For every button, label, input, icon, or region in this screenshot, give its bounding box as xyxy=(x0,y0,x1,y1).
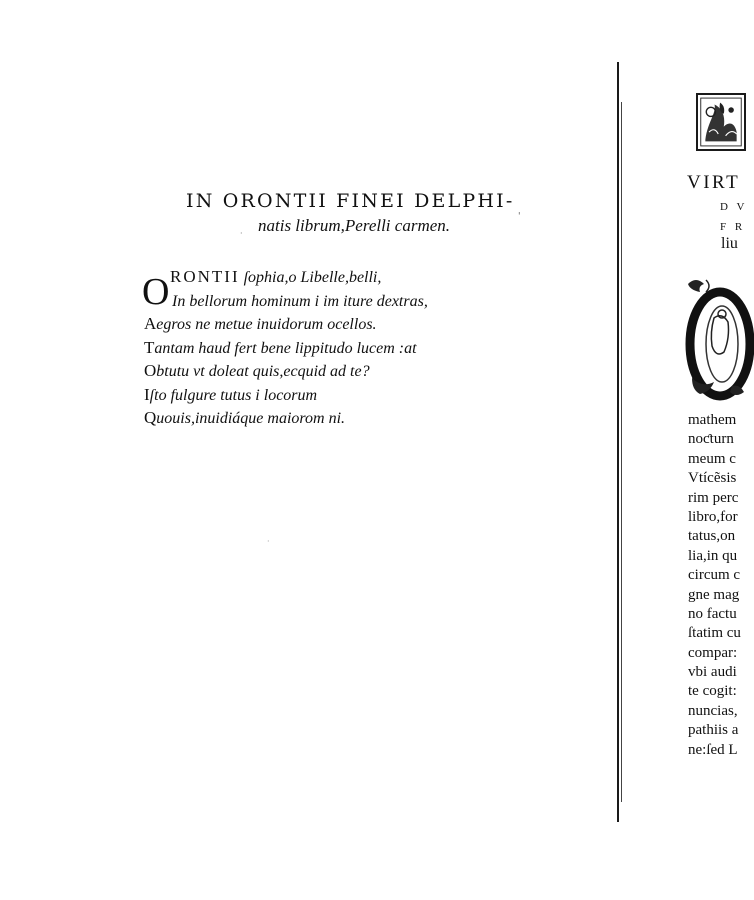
decorated-initial-icon xyxy=(684,278,754,404)
poem-line-capital: I xyxy=(144,384,150,404)
margin-mark: ' xyxy=(518,212,521,222)
body-line: meum c xyxy=(688,450,736,467)
body-line: ne:ſed L xyxy=(688,741,738,758)
poem-line-capital: T xyxy=(144,337,155,357)
poem-initial-letter: O xyxy=(142,271,170,313)
body-line: lia,in qu xyxy=(688,547,738,564)
body-line: tatus,on xyxy=(688,528,736,545)
chapter-subtitle-line: liu xyxy=(721,235,738,252)
poem-subheading: natis librum,Perelli carmen. xyxy=(258,216,451,235)
body-text xyxy=(688,411,741,760)
poem-line xyxy=(144,406,484,430)
poem-line-text: ſophia,o Libelle,belli, xyxy=(239,269,382,286)
body-line: circum c xyxy=(688,567,741,584)
poem-body xyxy=(144,265,484,430)
decorated-initial-letter xyxy=(684,278,754,404)
poem-line xyxy=(144,265,484,289)
right-page xyxy=(640,0,748,900)
body-line: gne mag xyxy=(688,586,740,603)
poem-line-text: In bellorum hominum i im iture dextras, xyxy=(172,292,428,310)
chapter-subtitle-line: F R xyxy=(720,221,746,233)
poem-line-text: egros ne metue inuidorum ocellos. xyxy=(156,316,377,333)
poem-line-capital: A xyxy=(144,314,157,333)
poem-line-text: uouis,inuidiáque maiorom ni. xyxy=(156,410,346,427)
body-line: ſtatim cu xyxy=(688,625,741,642)
poem-heading: IN ORONTII FINEI DELPHI- xyxy=(186,190,515,212)
poem-line-text: btutu vt doleat quis,ecquid ad te? xyxy=(156,363,370,380)
chapter-subtitle-line: D V xyxy=(720,201,748,213)
body-line: te cogit: xyxy=(688,683,737,700)
poem-line xyxy=(144,336,484,360)
woodcut-headpiece-ornament xyxy=(696,93,746,151)
body-line: vbi audi xyxy=(688,664,737,681)
ink-speck: · xyxy=(267,537,270,546)
poem-line-capitals: RONTII xyxy=(170,267,240,286)
poem-line-capital: Q xyxy=(144,408,157,427)
gutter-fold-line xyxy=(617,62,619,822)
poem-line-text: antam haud fert bene lippitudo lucem :at xyxy=(154,339,417,357)
book-gutter xyxy=(612,62,626,822)
poem-line-capital: O xyxy=(144,361,157,380)
body-line: compar: xyxy=(688,644,738,661)
body-line: noƈturn xyxy=(688,431,734,448)
poem-line xyxy=(144,289,484,313)
gutter-fold-line xyxy=(621,102,622,802)
body-line: no factu xyxy=(688,605,737,622)
poem-line xyxy=(144,383,484,407)
chapter-title: VIRT xyxy=(687,172,741,193)
poem-line xyxy=(144,359,484,383)
body-line: Vtícẽsis xyxy=(688,470,737,487)
body-line: pathiis a xyxy=(688,722,739,739)
ornament-icon xyxy=(698,95,744,149)
body-line: libro,for xyxy=(688,508,738,525)
body-line: rim perc xyxy=(688,489,739,506)
body-line: nuncias, xyxy=(688,702,738,719)
poem-line xyxy=(144,312,484,336)
body-line: mathem xyxy=(688,412,737,428)
poem-line-text: ſto fulgure tutus i locorum xyxy=(149,386,318,404)
ink-speck: · xyxy=(240,229,243,238)
